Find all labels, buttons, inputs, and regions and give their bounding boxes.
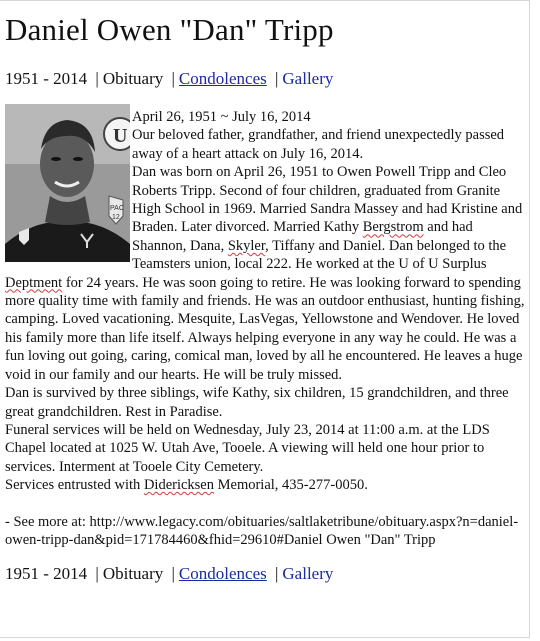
obituary-body [5, 108, 527, 549]
years-text: 1951 - 2014 [5, 69, 88, 88]
dates-line: April 26, 1951 ~ July 16, 2014 [132, 109, 311, 125]
separator: | [171, 564, 175, 584]
gallery-link[interactable]: Gallery [282, 564, 334, 584]
paragraph-survivors: Dan is survived by three siblings, wife Kathy, six children, 15 grandchildren, and three great grandchildren. Rest in Paradise. [5, 385, 509, 420]
separator: | [95, 69, 99, 88]
separator: | [275, 564, 279, 584]
condolences-link[interactable]: Condolences [178, 564, 267, 584]
page-title: Daniel Owen "Dan" Tripp [5, 12, 334, 47]
logo-letter: U [113, 125, 128, 147]
separator: | [171, 69, 175, 88]
obituary-label: Obituary [102, 69, 164, 88]
pac-logo-number: 12 [112, 214, 120, 221]
separator: | [95, 564, 99, 584]
paragraph-intro: Our beloved father, grandfather, and friend unexpectedly passed away of a heart attack on July 16, 2014. [132, 127, 505, 162]
paragraph-funeral: Funeral services will be held on Wednesday, July 23, 2014 at 11:00 a.m. at the LDS Chapel located at 1025 W. Utah Ave, Tooele. A viewing will held one hour prior to services. Interment at Tooele City Cemetery. [5, 421, 490, 475]
paragraph-life: Dan was born on April 26, 1951 to Owen Powell Tripp and Cleo Roberts Tripp. Second of four children, graduated from Granite High School in 1969. Married Sandra Massey and had Kristine and Braden. Later divorced. Married Kathy Bergstrom and had Shannon, Dana, Skyler, Tiffany and Daniel. Dan belonged to the Teamsters union, local 222. He worked at the U of U Surplus Deptment for 24 years. He was soon going to retire. He was looking forward to spending more quality time with family and friends. He was an outdoor enthusiast, hunting fishing, camping. Loved vacationing. Mesquite, LasVegas, Yellowstone and Wendover. He loved his family more than life itself. Always helping everyone in any way he could. He was a fun loving out going, caring, comical man, loved by all he encountered. He leaves a huge void in our family and our hearts. He will be truly missed. [5, 164, 525, 383]
portrait-photo [5, 104, 130, 262]
meta-bar-footer [5, 563, 527, 585]
condolences-link[interactable]: Condolences [178, 69, 267, 88]
meta-bar [5, 68, 527, 90]
see-more-text: - See more at: http://www.legacy.com/obituaries/saltlaketribune/obituary.aspx?n=daniel-owen-tripp-dan&pid=171784460&fhid=29610#Daniel Owen "Dan" Tripp [5, 513, 519, 548]
pac-logo-text: PAC [110, 205, 124, 212]
years-text: 1951 - 2014 [5, 564, 88, 584]
obituary-label: Obituary [102, 564, 164, 584]
gallery-link[interactable]: Gallery [282, 69, 334, 88]
separator: | [275, 69, 279, 88]
paragraph-services: Services entrusted with Didericksen Memorial, 435-277-0050. [5, 477, 368, 494]
obituary-article [5, 10, 527, 585]
